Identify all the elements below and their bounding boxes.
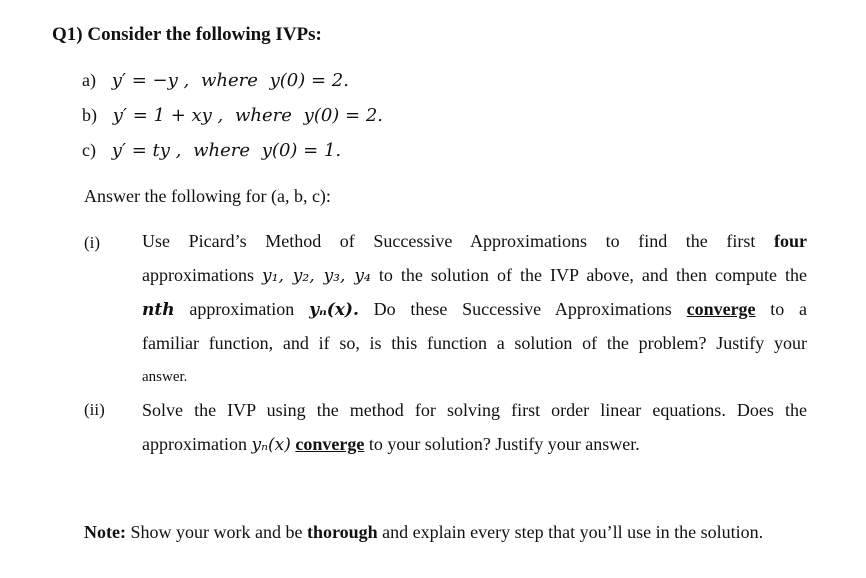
part-i-text: to the solution of the IVP above, and then compute the: [378, 265, 807, 285]
ivp-condition: y(0) = 2.: [303, 105, 384, 126]
question-title: Q1) Consider the following IVPs:: [52, 24, 322, 45]
yn-math: yₙ(x).: [309, 300, 359, 320]
ivp-equation: y′ = 1 + xy ,: [112, 105, 224, 126]
approximations-math: y₁, y₂, y₃, y₄: [262, 266, 371, 286]
ivp-where: where: [235, 105, 292, 126]
part-ii-line-2: [142, 427, 807, 462]
ivp-where: where: [193, 140, 251, 161]
converge-emphasis: converge: [295, 434, 365, 454]
part-ii-number: (ii): [84, 400, 105, 419]
part-i-line-1: [142, 224, 807, 258]
thorough-emphasis: thorough: [306, 522, 378, 542]
ivp-equation: y′ = −y ,: [111, 70, 190, 91]
part-i-line-5: [142, 360, 807, 394]
ivp-where: where: [200, 70, 258, 91]
part-i-line-4: [142, 326, 807, 360]
ivp-label: c): [82, 140, 96, 160]
part-i-text: answer.: [142, 369, 188, 385]
note-label: Note:: [84, 522, 126, 542]
converge-emphasis: converge: [686, 299, 756, 319]
part-ii-text: approximation: [142, 434, 247, 454]
part-i-text: approximations: [142, 265, 254, 285]
emphasis-four: four: [774, 231, 807, 251]
nth-math: nth: [142, 300, 175, 320]
yn-math: yₙ(x): [251, 435, 291, 455]
part-i-number: (i): [84, 233, 101, 252]
note-text: and explain every step that you’ll use in the solution.: [382, 522, 764, 542]
part-i-text: to a: [770, 299, 808, 319]
part-i-text: Use Picard’s Method of Successive Approximations to find the first: [142, 231, 756, 251]
part-i-line-3: [142, 292, 807, 327]
part-i-text: approximation: [189, 299, 295, 319]
part-ii-line-1: [142, 393, 807, 427]
part-i-line-2: [142, 258, 807, 293]
ivp-c: [82, 140, 341, 161]
note: [84, 522, 763, 543]
instruction-text: Answer the following for (a, b, c):: [84, 186, 331, 206]
part-i-text: Do these Successive Approximations: [373, 299, 672, 319]
ivp-label: a): [82, 70, 96, 90]
note-text: Show your work and be: [130, 522, 303, 542]
part-i-text: familiar function, and if so, is this function a solution of the problem? Justify your: [142, 333, 807, 353]
ivp-equation: y′ = ty ,: [111, 140, 182, 161]
ivp-condition: y(0) = 1.: [261, 140, 342, 161]
part-ii-text: Solve the IVP using the method for solving first order linear equations. Does the: [142, 400, 807, 420]
ivp-condition: y(0) = 2.: [269, 70, 349, 91]
part-ii-text: to your solution? Justify your answer.: [368, 434, 640, 454]
ivp-label: b): [82, 105, 97, 125]
ivp-a: [82, 70, 349, 91]
ivp-b: [82, 105, 383, 126]
